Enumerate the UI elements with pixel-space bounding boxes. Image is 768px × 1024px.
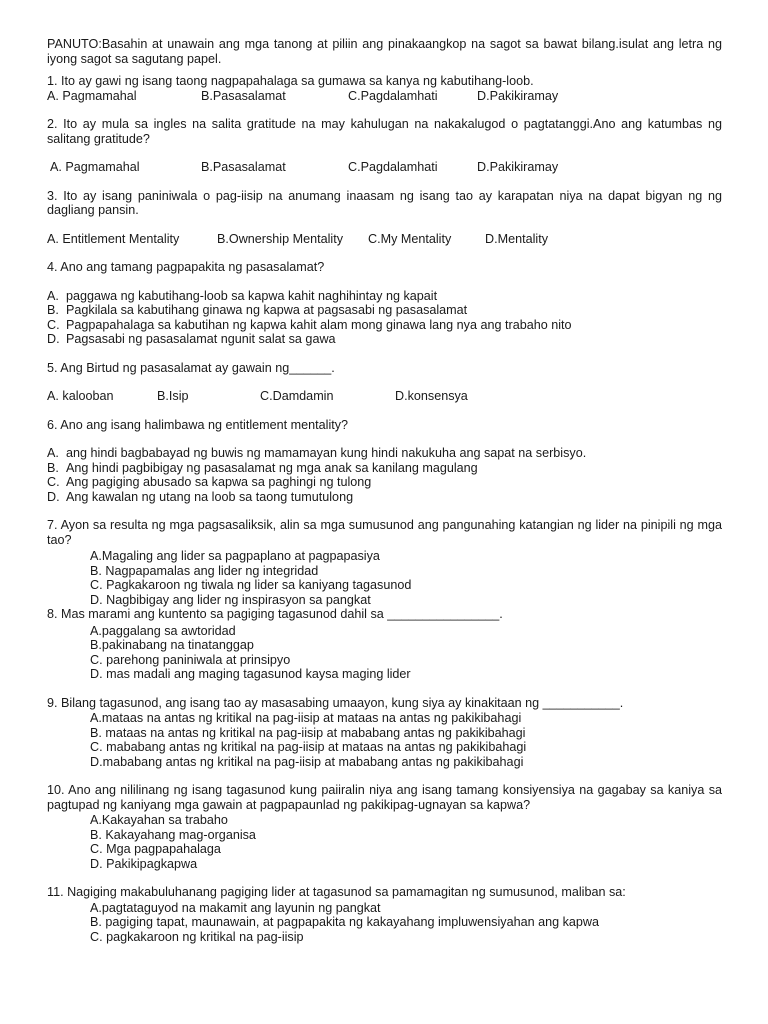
choice-1a: A. Pagmamahal xyxy=(47,88,137,103)
choice-8d: D. mas madali ang maging tagasunod kaysa maging lider xyxy=(90,667,411,681)
choice-7b: B. Nagpapamalas ang lider ng integridad xyxy=(90,563,319,578)
choices-11 xyxy=(47,901,722,945)
choice-1d: D.Pakikiramay xyxy=(477,88,559,103)
choice-5d: D.konsensya xyxy=(395,389,468,403)
choice-3d: D.Mentality xyxy=(485,231,548,246)
choices-8 xyxy=(47,624,722,682)
choice-8b: B.pakinabang na tinatanggap xyxy=(90,638,254,652)
choice-4b: B. Pagkilala sa kabutihang ginawa ng kapwa at pagsasabi ng pasasalamat xyxy=(47,303,468,317)
choice-8c: C. parehong paniniwala at prinsipyo xyxy=(90,652,291,667)
question-8: 8. Mas marami ang kuntento sa pagiging tagasunod dahil sa ________________. xyxy=(47,607,503,621)
choice-10b: B. Kakayahang mag-organisa xyxy=(90,827,256,842)
choice-9d: D.mababang antas ng kritikal na pag-iisip at mababang antas ng pakikibahagi xyxy=(90,754,524,769)
choices-7 xyxy=(47,549,722,607)
choice-4c: C. Pagpapahalaga sa kabutihan ng kapwa kahit alam mong ginawa lang nya ang trabaho nito xyxy=(47,317,572,332)
question-10: 10. Ano ang nililinang ng isang tagasunod kung paiiralin niya ang isang tamang konsiyensiya na gagabay sa kaniya sa pagtupad ng kaniyang mga gawain at pagpapaunlad ng pakikipag-ugnayan sa kapwa? xyxy=(47,783,722,812)
question-1: 1. Ito ay gawi ng isang taong nagpapahalaga sa gumawa sa kanya ng kabutihang-loob. xyxy=(47,74,534,88)
choice-4d: D. Pagsasabi ng pasasalamat ngunit salat sa gawa xyxy=(47,332,336,346)
choice-7a: A.Magaling ang lider sa pagpaplano at pagpapasiya xyxy=(90,549,380,563)
choice-9b: B. mataas na antas ng kritikal na pag-iisip at mababang antas ng pakikibahagi xyxy=(90,725,526,740)
question-5: 5. Ang Birtud ng pasasalamat ay gawain ng______. xyxy=(47,360,335,375)
choice-6a: A. ang hindi bagbabayad ng buwis ng mamamayan kung hindi nakukuha ang sapat na serbisyo. xyxy=(47,446,587,460)
choice-2a: A. Pagmamahal xyxy=(50,160,140,174)
choice-10c: C. Mga pagpapahalaga xyxy=(90,842,221,856)
choice-1b: B.Pasasalamat xyxy=(201,88,286,103)
choice-9a: A.mataas na antas ng kritikal na pag-iisip at mataas na antas ng pakikibahagi xyxy=(90,711,522,725)
choice-6c: C. Ang pagiging abusado sa kapwa sa paghingi ng tulong xyxy=(47,475,372,489)
choice-3b: B.Ownership Mentality xyxy=(217,231,343,246)
choice-11b: B. pagiging tapat, maunawain, at pagpapakita ng kakayahang impluwensiyahan ang kapwa xyxy=(90,915,600,929)
choice-10a: A.Kakayahan sa trabaho xyxy=(90,813,228,827)
choice-6d: D. Ang kawalan ng utang na loob sa taong tumutulong xyxy=(47,489,354,504)
choice-5b: B.Isip xyxy=(157,389,189,403)
choices-1 xyxy=(47,89,722,104)
choice-6b: B. Ang hindi pagbibigay ng pasasalamat ng mga anak sa kanilang magulang xyxy=(47,460,478,475)
choice-3c: C.My Mentality xyxy=(368,231,452,246)
choices-9 xyxy=(47,711,722,769)
instructions: PANUTO:Basahin at unawain ang mga tanong at piliin ang pinakaangkop na sagot sa bawat bilang.isulat ang letra ng iyong sagot sa sagutang papel. xyxy=(47,37,722,66)
question-6: 6. Ano ang isang halimbawa ng entitlement mentality? xyxy=(47,417,349,432)
choices-3 xyxy=(47,232,722,247)
question-9: 9. Bilang tagasunod, ang isang tao ay masasabing umaayon, kung siya ay kinakitaan ng ___________. xyxy=(47,695,624,710)
choices-2 xyxy=(47,160,722,175)
question-3: 3. Ito ay isang paniniwala o pag-iisip na anumang inaasam ng isang tao ay karapatan niya na dapat bigyan ng ng dagliang pansin. xyxy=(47,188,722,217)
choice-11a: A.pagtataguyod na makamit ang layunin ng pangkat xyxy=(90,900,381,915)
choices-6 xyxy=(47,446,722,504)
choice-4a: A. paggawa ng kabutihang-loob sa kapwa kahit naghihintay ng kapait xyxy=(47,288,438,303)
choice-1c: C.Pagdalamhati xyxy=(348,88,438,103)
choice-7d: D. Nagbibigay ang lider ng inspirasyon sa pangkat xyxy=(90,592,371,607)
choice-2d: D.Pakikiramay xyxy=(477,160,559,174)
question-4: 4. Ano ang tamang pagpapakita ng pasasalamat? xyxy=(47,260,325,274)
choice-9c: C. mababang antas ng kritikal na pag-iisip at mataas na antas ng pakikibahagi xyxy=(90,740,527,754)
question-7: 7. Ayon sa resulta ng mga pagsasaliksik, alin sa mga sumusunod ang pangunahing katangian ng lider na pinipili ng mga tao? xyxy=(47,518,722,547)
choice-8a: A.paggalang sa awtoridad xyxy=(90,623,236,638)
choice-2b: B.Pasasalamat xyxy=(201,160,286,174)
choice-3a: A. Entitlement Mentality xyxy=(47,231,180,246)
choices-10 xyxy=(47,813,722,871)
choice-7c: C. Pagkakaroon ng tiwala ng lider sa kaniyang tagasunod xyxy=(90,578,412,592)
choices-4 xyxy=(47,289,722,347)
choice-5c: C.Damdamin xyxy=(260,389,334,403)
choices-5 xyxy=(47,389,722,404)
question-11: 11. Nagiging makabuluhanang pagiging lider at tagasunod sa pamamagitan ng sumusunod, maliban sa: xyxy=(47,885,626,899)
choice-2c: C.Pagdalamhati xyxy=(348,160,438,174)
choice-10d: D. Pakikipagkapwa xyxy=(90,856,198,871)
question-2: 2. Ito ay mula sa ingles na salita gratitude na may kahulugan na nakakalugod o pagtatanggi.Ano ang katumbas ng salitang gratitude? xyxy=(47,117,722,146)
choice-11c: C. pagkakaroon ng kritikal na pag-iisip xyxy=(90,929,304,944)
choice-5a: A. kalooban xyxy=(47,389,114,403)
